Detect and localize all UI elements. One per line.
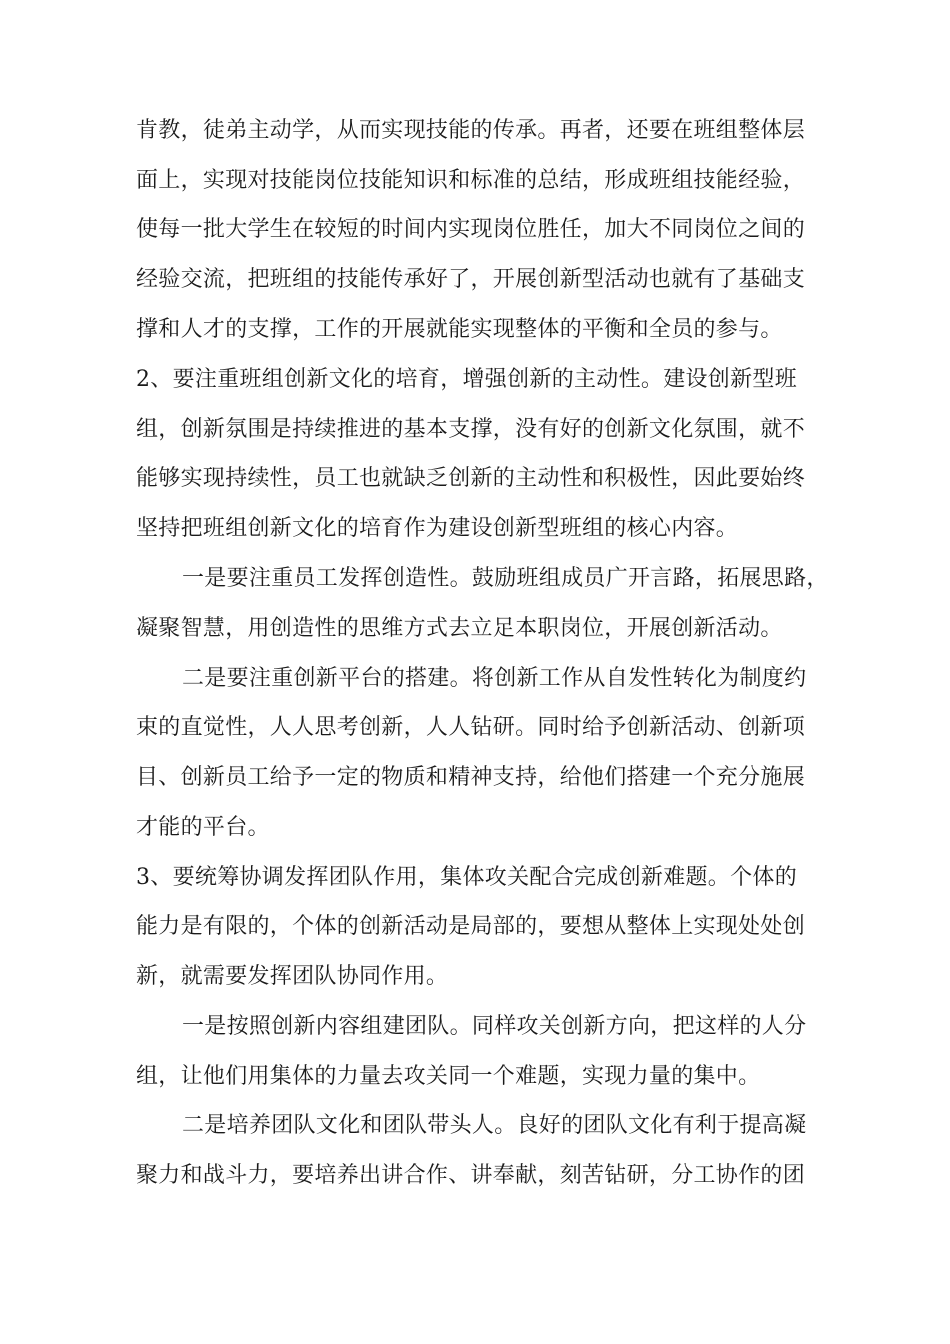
paragraph-start: 一是按照创新内容组建团队。同样攻关创新方向，把这样的人分 <box>182 1014 807 1039</box>
text-line: 坚持把班组创新文化的培育作为建设创新型班组的核心内容。 <box>136 516 739 541</box>
paragraph-start: 一是要注重员工发挥创造性。鼓励班组成员广开言路，拓展思路， <box>182 566 829 591</box>
text-line: 能力是有限的，个体的创新活动是局部的，要想从整体上实现处处创 <box>136 914 806 939</box>
text-line: 组，创新氛围是持续推进的基本支撑，没有好的创新文化氛围，就不 <box>136 417 806 442</box>
text-line: 目、创新员工给予一定的物质和精神支持，给他们搭建一个充分施展 <box>136 765 806 790</box>
text-line: 聚力和战斗力，要培养出讲合作、讲奉献，刻苦钻研，分工协作的团 <box>136 1163 806 1188</box>
text-line: 凝聚智慧，用创造性的思维方式去立足本职岗位，开展创新活动。 <box>136 616 783 641</box>
text-line: 使每一批大学生在较短的时间内实现岗位胜任，加大不同岗位之间的 <box>136 217 806 242</box>
text-line: 束的直觉性，人人思考创新，人人钻研。同时给予创新活动、创新项 <box>136 715 806 740</box>
section-heading-2: 2、要注重班组创新文化的培育，增强创新的主动性。建设创新型班 <box>136 367 797 392</box>
section-heading-3: 3、要统筹协调发挥团队作用，集体攻关配合完成创新难题。个体的 <box>136 865 797 890</box>
paragraph-start: 二是要注重创新平台的搭建。将创新工作从自发性转化为制度约 <box>182 666 807 691</box>
text-line: 能够实现持续性，员工也就缺乏创新的主动性和积极性，因此要始终 <box>136 466 806 491</box>
text-line: 面上，实现对技能岗位技能知识和标准的总结，形成班组技能经验， <box>136 168 806 193</box>
text-line: 撑和人才的支撑，工作的开展就能实现整体的平衡和全员的参与。 <box>136 317 783 342</box>
text-line: 组，让他们用集体的力量去攻关同一个难题，实现力量的集中。 <box>136 1064 761 1089</box>
text-line: 肯教，徒弟主动学，从而实现技能的传承。再者，还要在班组整体层 <box>136 118 806 143</box>
text-line: 新，就需要发挥团队协同作用。 <box>136 964 449 989</box>
paragraph-start: 二是培养团队文化和团队带头人。良好的团队文化有利于提高凝 <box>182 1113 807 1138</box>
text-line: 经验交流，把班组的技能传承好了，开展创新型活动也就有了基础支 <box>136 267 806 292</box>
text-line: 才能的平台。 <box>136 815 270 840</box>
